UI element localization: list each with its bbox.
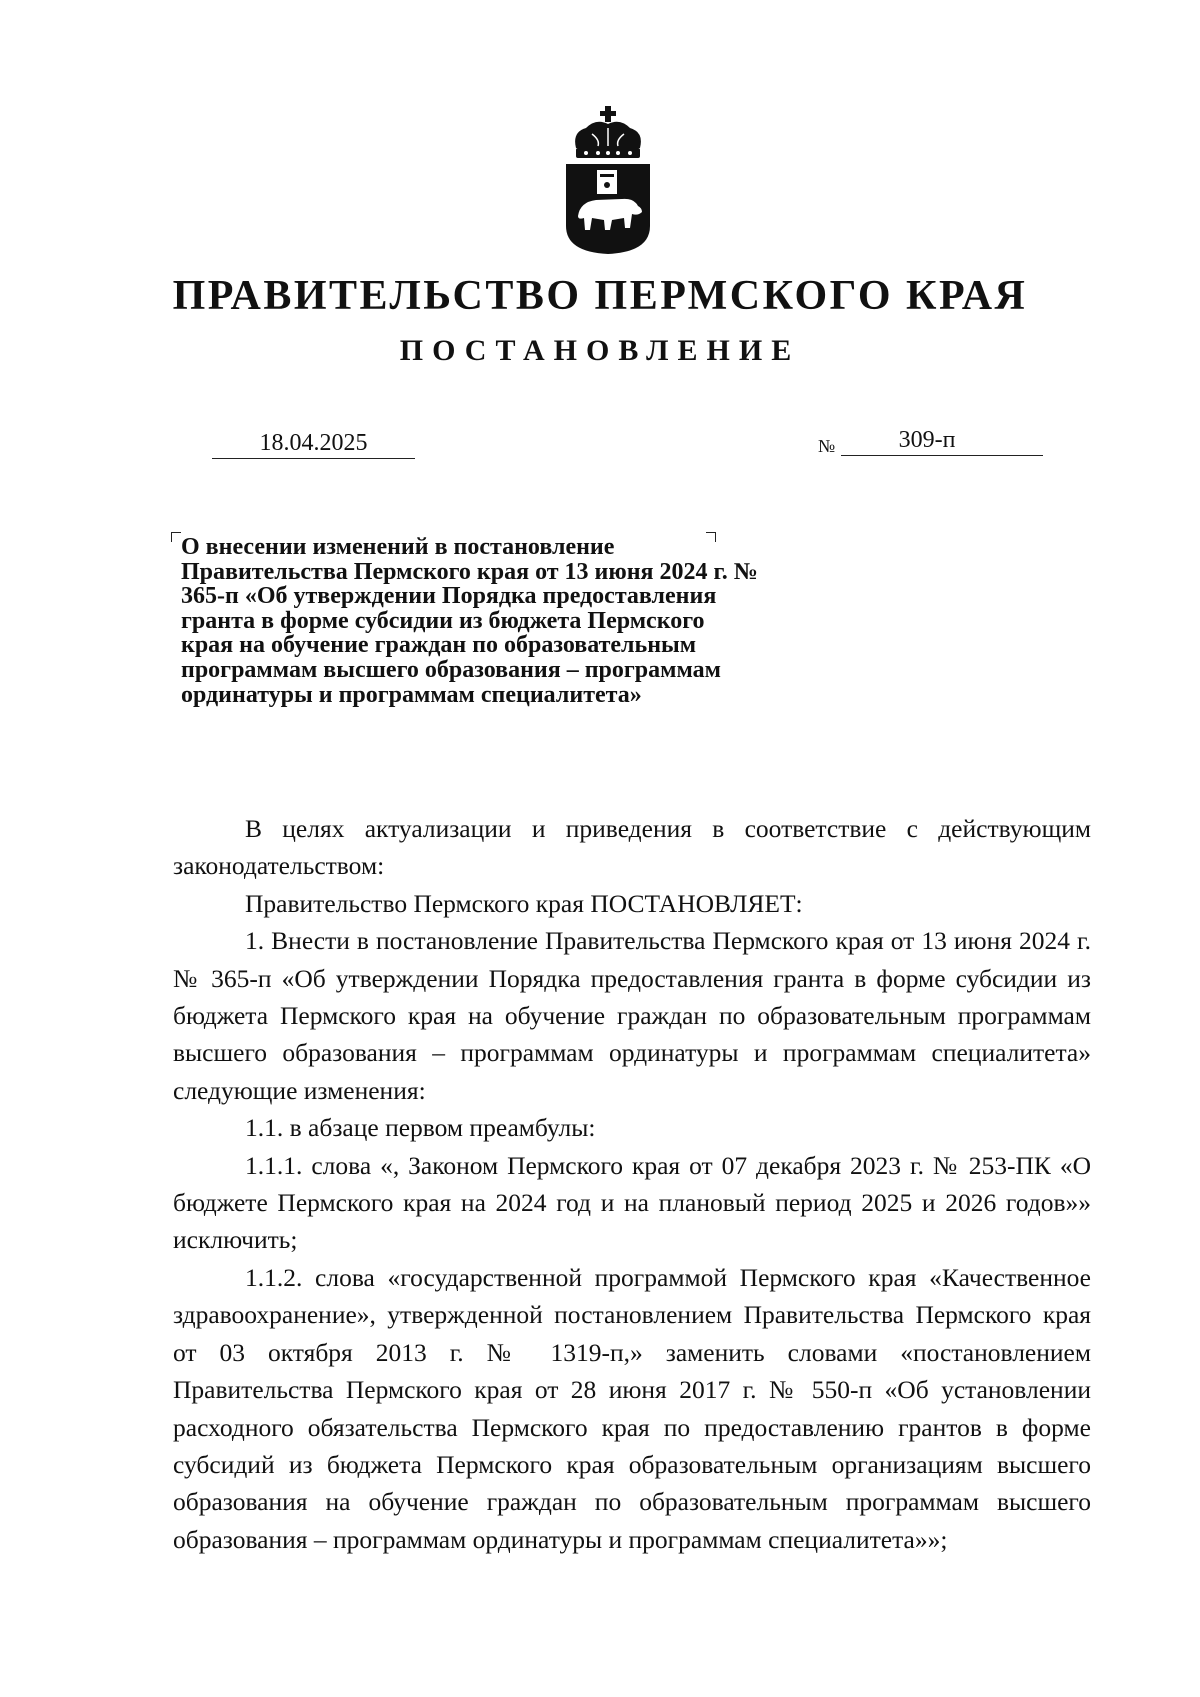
- body-paragraph: 1.1. в абзаце первом преамбулы:: [245, 1113, 596, 1143]
- body-paragraph: 1. Внести в постановление Правительства Пермского края от 13 июня 2024 г. № 365-п «Об утверждении Порядка предоставления гранта в форме субсидии из бюджета Пермского края на обучение граждан по образовательным программам высшего образования – программам ординатуры и программам специалитета» следующие изменения:: [173, 926, 1091, 1105]
- government-title: ПРАВИТЕЛЬСТВО ПЕРМСКОГО КРАЯ: [172, 273, 1028, 319]
- body-paragraph: 1.1.1. слова «, Законом Пермского края от 07 декабря 2023 г. № 253-ПК «О бюджете Пермского края на 2024 год и на плановый период 2025 и 2026 годов»» исключить;: [173, 1150, 1091, 1255]
- coat-of-arms-icon: [562, 104, 654, 256]
- document-body: [173, 810, 1091, 1558]
- document-date: 18.04.2025: [212, 428, 415, 459]
- document-type: ПОСТАНОВЛЕНИЕ: [399, 334, 801, 367]
- body-paragraph: Правительство Пермского края ПОСТАНОВЛЯЕТ:: [245, 888, 803, 918]
- document-number: 309-п: [841, 425, 1043, 456]
- body-paragraph: 1.1.2. слова «государственной программой Пермского края «Качественное здравоохранение», утвержденной постановлением Правительства Пермского края от 03 октября 2013 г. № 1319-п,» заменить словами «постановлением Правительства Пермского края от 28 июня 2017 г. № 550-п «Об установлении расходного обязательства Пермского края по предоставлению грантов в форме субсидий из бюджета Пермского края образовательным организациям высшего образования на обучение граждан по образовательным программам высшего образования – программам ординатуры и программам специалитета»»;: [173, 1262, 1091, 1554]
- subject-bracket-left: [171, 532, 181, 542]
- document-subject: О внесении изменений в постановление Правительства Пермского края от 13 июня 2024 г. № 365-п «Об утверждении Порядка предоставления гранта в форме субсидии из бюджета Пермского края на обучение граждан по образовательным программам высшего образования – программам ординатуры и программам специалитета»: [181, 534, 758, 708]
- number-label: №: [818, 436, 836, 456]
- body-paragraph: В целях актуализации и приведения в соответствие с действующим законодательством:: [173, 814, 1091, 881]
